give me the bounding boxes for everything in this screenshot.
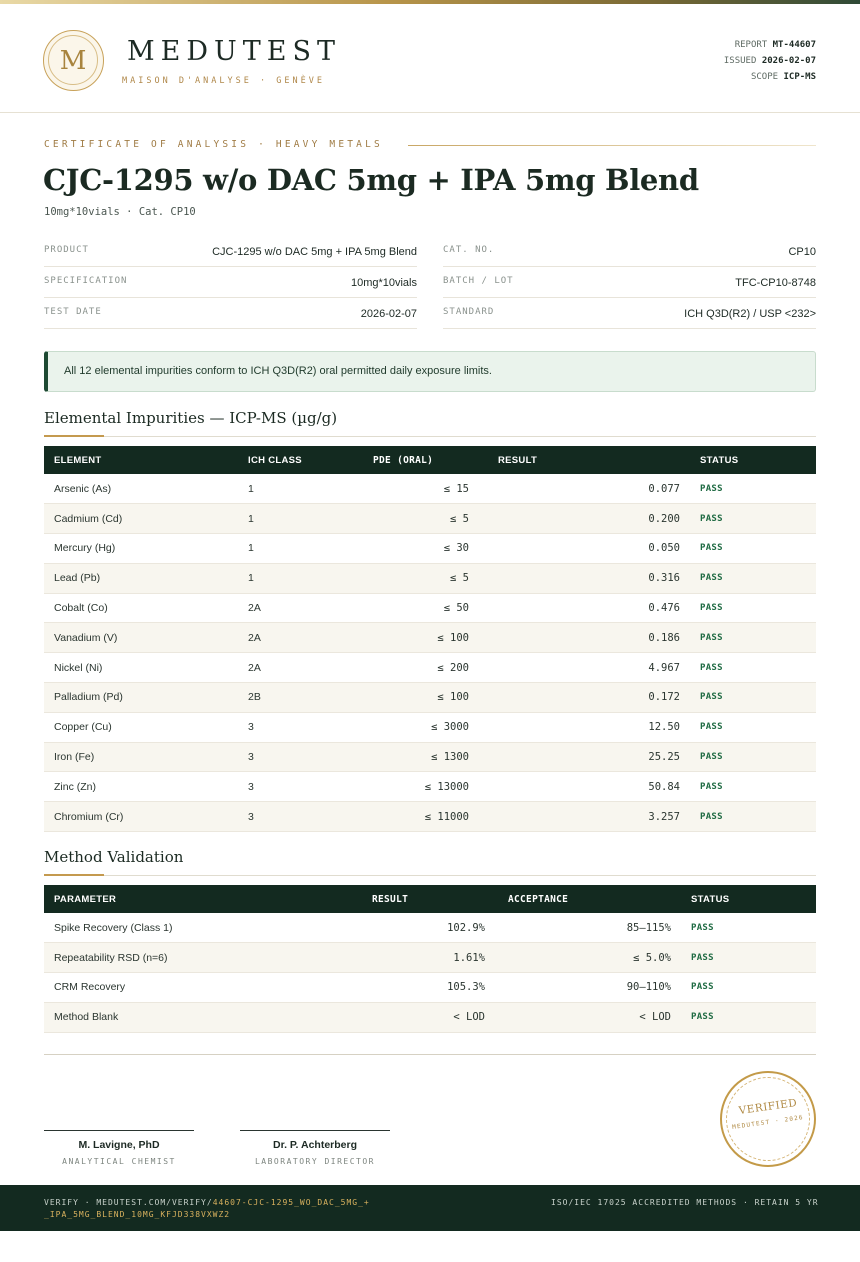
pde-cell: ≤ 100 bbox=[437, 631, 469, 644]
info-value: ICH Q3D(R2) / USP <232> bbox=[684, 308, 816, 320]
eyebrow-rule bbox=[408, 145, 816, 146]
element-cell: Cadmium (Cd) bbox=[54, 512, 123, 525]
page-footer bbox=[0, 1185, 860, 1231]
signatory-name: M. Lavigne, PhD bbox=[78, 1139, 160, 1151]
status-badge: PASS bbox=[700, 662, 723, 673]
stamp-text: VERIFIED bbox=[738, 1096, 798, 1118]
conformance-text: All 12 elemental impurities conform to ICH Q3D(R2) oral permitted daily exposure limits. bbox=[64, 365, 492, 377]
element-cell: Chromium (Cr) bbox=[54, 810, 124, 823]
column-header: RESULT bbox=[372, 893, 409, 905]
signatory-role: LABORATORY DIRECTOR bbox=[254, 1157, 375, 1166]
scope-label: SCOPE bbox=[750, 72, 779, 82]
result-cell: 0.186 bbox=[648, 631, 680, 644]
ich-class-cell: 2B bbox=[248, 691, 261, 704]
table-row bbox=[44, 563, 816, 593]
column-header: ICH CLASS bbox=[248, 454, 302, 466]
pde-cell: ≤ 30 bbox=[443, 542, 469, 555]
impurities-section-heading bbox=[44, 409, 816, 437]
ich-class-cell: 3 bbox=[248, 721, 254, 734]
element-cell: Arsenic (As) bbox=[54, 482, 112, 495]
report-label: REPORT bbox=[734, 40, 768, 50]
info-row-batch bbox=[443, 267, 816, 298]
ich-class-cell: 3 bbox=[248, 751, 254, 764]
result-cell: 4.967 bbox=[648, 661, 680, 674]
result-cell: 102.9% bbox=[447, 921, 485, 934]
pde-cell: ≤ 13000 bbox=[424, 780, 469, 793]
impurities-table bbox=[44, 446, 816, 832]
issued-date: 2026-02-07 bbox=[761, 56, 816, 66]
verify-link[interactable]: 44607-CJC-1295_WO_DAC_5MG_+_IPA_5MG_BLEND_10MG_KFJD338VXWZ2 bbox=[44, 1198, 370, 1219]
report-number: MT-44607 bbox=[772, 40, 816, 50]
info-key: SPECIFICATION bbox=[44, 276, 128, 286]
table-row bbox=[44, 943, 816, 973]
element-cell: Vanadium (V) bbox=[54, 631, 118, 644]
pde-cell: ≤ 11000 bbox=[424, 810, 469, 823]
brand-seal-logo bbox=[43, 30, 104, 91]
info-row-standard bbox=[443, 298, 816, 329]
table-row bbox=[44, 623, 816, 653]
info-key: TEST DATE bbox=[44, 307, 102, 317]
table-header-row bbox=[44, 446, 816, 474]
result-cell: 0.316 bbox=[648, 572, 680, 585]
validation-heading: Method Validation bbox=[44, 848, 184, 866]
status-badge: PASS bbox=[691, 982, 714, 993]
pde-cell: ≤ 5 bbox=[450, 572, 469, 585]
column-header: PDE (ORAL) bbox=[373, 454, 434, 466]
column-header: STATUS bbox=[691, 893, 730, 905]
info-row-specification bbox=[44, 267, 417, 298]
pde-cell: ≤ 200 bbox=[437, 661, 469, 674]
status-badge: PASS bbox=[700, 483, 723, 494]
parameter-cell: CRM Recovery bbox=[54, 981, 126, 994]
signatory-name: Dr. P. Achterberg bbox=[272, 1139, 358, 1151]
info-key: STANDARD bbox=[443, 307, 495, 317]
brand-name: MEDUTEST bbox=[127, 36, 341, 67]
table-row bbox=[44, 653, 816, 683]
verify-label: VERIFY · MEDUTEST.COM/VERIFY/ bbox=[44, 1198, 213, 1207]
pde-cell: ≤ 5 bbox=[450, 512, 469, 525]
signature-block-chemist bbox=[44, 1130, 194, 1166]
impurities-heading: Elemental Impurities — ICP-MS (µg/g) bbox=[44, 409, 338, 427]
validation-section-heading bbox=[44, 848, 816, 876]
ich-class-cell: 1 bbox=[248, 542, 254, 555]
table-row bbox=[44, 802, 816, 832]
column-header: RESULT bbox=[498, 454, 538, 466]
table-row bbox=[44, 534, 816, 564]
verify-link-block bbox=[44, 1197, 374, 1221]
ich-class-cell: 3 bbox=[248, 780, 254, 793]
table-row bbox=[44, 504, 816, 534]
table-row bbox=[44, 474, 816, 504]
table-row bbox=[44, 772, 816, 802]
info-value: TFC-CP10-8748 bbox=[735, 277, 816, 289]
info-row-product bbox=[44, 236, 417, 267]
status-badge: PASS bbox=[691, 1012, 714, 1023]
result-cell: 0.077 bbox=[648, 482, 680, 495]
element-cell: Nickel (Ni) bbox=[54, 661, 103, 674]
eyebrow-row bbox=[44, 139, 816, 151]
result-cell: 50.84 bbox=[648, 780, 680, 793]
status-badge: PASS bbox=[700, 811, 723, 822]
element-cell: Mercury (Hg) bbox=[54, 542, 116, 555]
heading-accent bbox=[44, 435, 104, 437]
status-badge: PASS bbox=[691, 952, 714, 963]
product-info-right bbox=[443, 236, 816, 329]
column-header: ACCEPTANCE bbox=[508, 893, 569, 905]
result-cell: 0.050 bbox=[648, 542, 680, 555]
status-badge: PASS bbox=[700, 573, 723, 584]
ich-class-cell: 2A bbox=[248, 661, 261, 674]
result-cell: 0.172 bbox=[648, 691, 680, 704]
status-badge: PASS bbox=[700, 513, 723, 524]
acceptance-cell: 90–110% bbox=[626, 981, 671, 994]
status-badge: PASS bbox=[691, 922, 714, 933]
signature-block-director bbox=[240, 1130, 390, 1166]
page-title: CJC-1295 w/o DAC 5mg + IPA 5mg Blend bbox=[43, 163, 699, 197]
element-cell: Iron (Fe) bbox=[54, 751, 95, 764]
acceptance-cell: < LOD bbox=[639, 1011, 671, 1024]
status-badge: PASS bbox=[700, 632, 723, 643]
table-row bbox=[44, 1002, 816, 1032]
element-cell: Cobalt (Co) bbox=[54, 602, 108, 615]
status-badge: PASS bbox=[700, 603, 723, 614]
table-row bbox=[44, 593, 816, 623]
accreditation-note: ISO/IEC 17025 ACCREDITED METHODS · RETAIN 5 YR bbox=[551, 1198, 819, 1207]
column-header: PARAMETER bbox=[54, 893, 117, 905]
info-value: 10mg*10vials bbox=[350, 277, 417, 289]
info-value: 2026-02-07 bbox=[360, 308, 417, 320]
info-key: PRODUCT bbox=[44, 245, 89, 255]
result-cell: 1.61% bbox=[453, 951, 485, 964]
info-value: CP10 bbox=[788, 246, 816, 258]
pde-cell: ≤ 3000 bbox=[431, 721, 469, 734]
ich-class-cell: 3 bbox=[248, 810, 254, 823]
info-key: BATCH / LOT bbox=[443, 276, 514, 286]
page-subtitle: 10mg*10vials · Cat. CP10 bbox=[44, 206, 196, 218]
info-row-cat-no bbox=[443, 236, 816, 267]
result-cell: 0.200 bbox=[648, 512, 680, 525]
result-cell: 12.50 bbox=[648, 721, 680, 734]
brand-tagline: MAISON D'ANALYSE · GENÈVE bbox=[122, 76, 325, 86]
info-row-test-date bbox=[44, 298, 417, 329]
issued-label: ISSUED bbox=[723, 56, 757, 66]
status-badge: PASS bbox=[700, 781, 723, 792]
certificate-eyebrow: CERTIFICATE OF ANALYSIS · HEAVY METALS bbox=[44, 139, 383, 150]
pde-cell: ≤ 100 bbox=[437, 691, 469, 704]
result-cell: 0.476 bbox=[648, 602, 680, 615]
table-row bbox=[44, 683, 816, 713]
conformance-notice bbox=[44, 351, 816, 392]
status-badge: PASS bbox=[700, 543, 723, 554]
scope-value: ICP-MS bbox=[783, 72, 816, 82]
parameter-cell: Spike Recovery (Class 1) bbox=[54, 921, 173, 934]
heading-accent bbox=[44, 874, 104, 876]
table-row bbox=[44, 742, 816, 772]
column-header: STATUS bbox=[700, 454, 739, 466]
result-cell: < LOD bbox=[453, 1011, 485, 1024]
acceptance-cell: 85–115% bbox=[626, 921, 671, 934]
result-cell: 25.25 bbox=[648, 751, 680, 764]
ich-class-cell: 2A bbox=[248, 631, 261, 644]
element-cell: Copper (Cu) bbox=[54, 721, 112, 734]
parameter-cell: Method Blank bbox=[54, 1011, 119, 1024]
result-cell: 3.257 bbox=[648, 810, 680, 823]
element-cell: Lead (Pb) bbox=[54, 572, 101, 585]
element-cell: Palladium (Pd) bbox=[54, 691, 123, 704]
table-row bbox=[44, 913, 816, 943]
report-meta bbox=[724, 37, 816, 85]
status-badge: PASS bbox=[700, 722, 723, 733]
pde-cell: ≤ 1300 bbox=[431, 751, 469, 764]
info-value: CJC-1295 w/o DAC 5mg + IPA 5mg Blend bbox=[212, 246, 417, 258]
table-row bbox=[44, 973, 816, 1003]
ich-class-cell: 2A bbox=[248, 602, 261, 615]
pde-cell: ≤ 50 bbox=[443, 602, 469, 615]
ich-class-cell: 1 bbox=[248, 482, 254, 495]
product-info-left bbox=[44, 236, 417, 329]
element-cell: Zinc (Zn) bbox=[54, 780, 96, 793]
stamp-subtext: MEDUTEST · 2026 bbox=[731, 1114, 805, 1131]
ich-class-cell: 1 bbox=[248, 512, 254, 525]
seal-letter: M bbox=[59, 46, 87, 76]
table-row bbox=[44, 712, 816, 742]
status-badge: PASS bbox=[700, 752, 723, 763]
column-header: ELEMENT bbox=[54, 454, 102, 466]
ich-class-cell: 1 bbox=[248, 572, 254, 585]
validation-table bbox=[44, 885, 816, 1033]
info-key: CAT. NO. bbox=[443, 245, 495, 255]
verified-stamp bbox=[720, 1071, 816, 1167]
pde-cell: ≤ 15 bbox=[443, 482, 469, 495]
report-header bbox=[0, 4, 860, 113]
parameter-cell: Repeatability RSD (n=6) bbox=[54, 951, 168, 964]
result-cell: 105.3% bbox=[447, 981, 485, 994]
acceptance-cell: ≤ 5.0% bbox=[633, 951, 671, 964]
signatory-role: ANALYTICAL CHEMIST bbox=[62, 1157, 176, 1166]
status-badge: PASS bbox=[700, 692, 723, 703]
table-header-row bbox=[44, 885, 816, 913]
signature-divider bbox=[44, 1054, 816, 1055]
